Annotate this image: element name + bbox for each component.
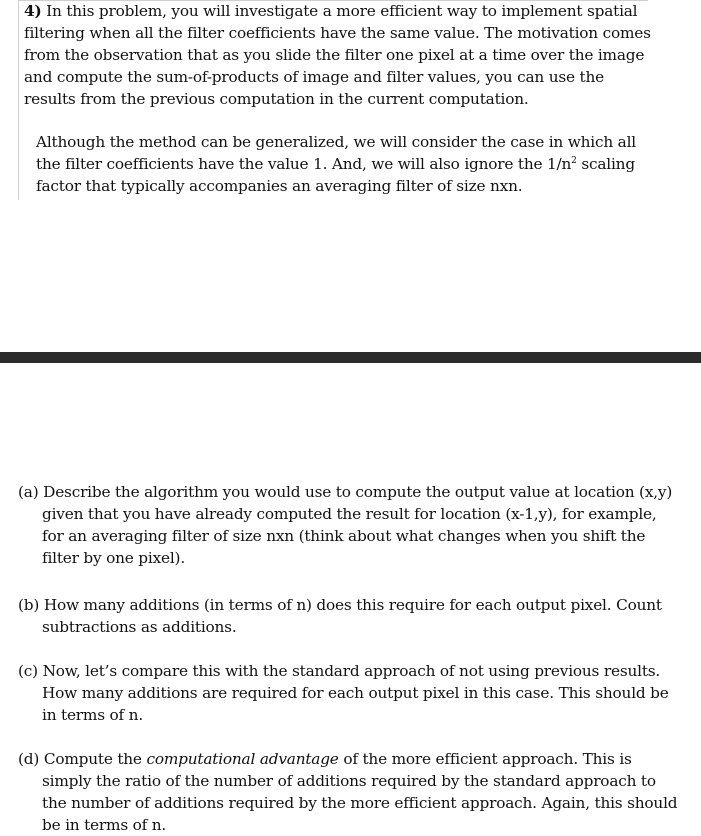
assumptions-text-end: scaling factor that typically accompanies an averaging filter of size nxn. (36, 155, 635, 195)
question-c (18, 660, 682, 726)
question-d (18, 748, 682, 836)
question-b-text: How many additions (in terms of n) does this require for each output pixel. Count subtractions as additions. (42, 596, 662, 637)
question-d-text-end: of the more efficient approach. This is simply the ratio of the number of additions required by the standard approach to the number of additions required by the more efficient approach. Again, this should be in terms of n. (42, 750, 678, 835)
problem-intro-paragraph (24, 0, 658, 110)
question-c-text: Now, let’s compare this with the standard approach of not using previous results. How many additions are required for each output pixel in this case. This should be in terms of n. (42, 662, 669, 725)
section-divider-bar (0, 352, 701, 363)
question-a-text: Describe the algorithm you would use to compute the output value at location (x,y) given that you have already computed the result for location (x-1,y), for example, for an averaging filter of size nxn (think about what changes when you shift the filter by one pixel). (42, 483, 673, 568)
left-border-line (18, 0, 19, 200)
question-d-emphasis: computational advantage (146, 750, 339, 769)
question-b-label: (b) (18, 596, 40, 615)
problem-intro-text: In this problem, you will investigate a more efficient way to implement spatial filtering when all the filter coefficients have the same value. The motivation comes from the observation that as you slide the filter one pixel at a time over the image and compute the sum-of-products of image and filter values, you can use the results from the previous computation in the current computation. (24, 2, 651, 108)
question-b (18, 594, 682, 638)
question-d-text-start: Compute the (43, 750, 147, 769)
question-a (18, 481, 682, 569)
problem-number: 4) (24, 2, 42, 20)
question-d-label: (d) (18, 750, 40, 769)
problem-assumptions-paragraph (36, 131, 656, 197)
question-a-label: (a) (18, 483, 39, 502)
question-c-label: (c) (18, 662, 38, 681)
assumptions-text-start: Although the method can be generalized, we will consider the case in which all the filter coefficients have the value 1. And, we will also ignore the 1/n (36, 133, 636, 173)
exponent-superscript: 2 (571, 155, 577, 166)
